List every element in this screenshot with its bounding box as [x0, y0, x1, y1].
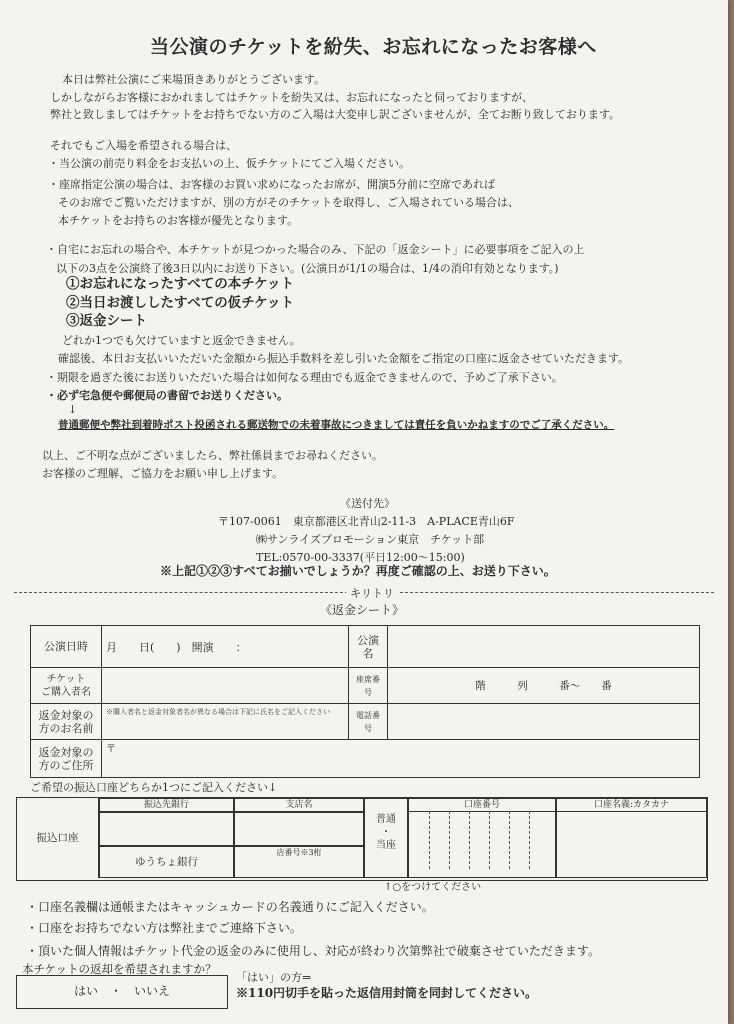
- seat-label: 座席番号: [349, 668, 388, 704]
- intro-line-1: 本日は弊社公演にご来場頂きありがとうございます。: [62, 73, 326, 86]
- return-options[interactable]: はい ・ いいえ: [16, 975, 228, 1009]
- conditions-line-2: ・当公演の前売り料金をお支払いの上、仮チケットにてご入場ください。: [48, 157, 411, 170]
- digit-divider: [489, 811, 490, 869]
- footer-note-2: ・口座をお持ちでない方は弊社までご連絡下さい。: [26, 921, 302, 935]
- return-question: 本チケットの返却を希望されますか？: [22, 962, 217, 976]
- intro-line-2: しかしながらお客様におかれましてはチケットを紛失又は、お忘れになったと伺っておりますが、: [50, 91, 534, 104]
- account-number-header: 口座番号: [409, 799, 555, 812]
- cut-label: キリトリ: [346, 586, 398, 601]
- postal-mark: 〒: [106, 744, 116, 755]
- note-3: ・期限を過ぎた後にお送りいただいた場合は如何なる理由でも返金できませんので、予めご了承下さい。: [46, 371, 563, 384]
- refund-intro-2: 以下の3点を公演終了後3日以内にお送り下さい。(公演日が1/1の場合は、1/4の消印有効となります。): [56, 262, 559, 275]
- address-line-1: 〒107-0061 東京都港区北青山2-11-3 A-PLACE青山6F: [218, 515, 515, 528]
- show-field[interactable]: [388, 626, 700, 668]
- item-1: ①お忘れになったすべての本チケット: [66, 276, 295, 292]
- circle-note: ↑○をつけてください: [384, 882, 482, 893]
- refund-name-note: ※購入者名と返金対象者名が異なる場合は下記に氏名をご記入ください: [106, 708, 330, 716]
- closing-2: お客様のご理解、ご協力をお願い申し上げます。: [42, 467, 284, 480]
- show-label: 公演名: [349, 626, 388, 668]
- conditions-line-4: そのお席でご覧いただけますが、別の方がそのチケットを取得し、ご入場されている場合は、: [58, 196, 520, 209]
- account-number-field[interactable]: [408, 798, 556, 878]
- branch-header: 支店名: [234, 798, 364, 812]
- digit-divider: [529, 811, 530, 869]
- account-holder-header: 口座名義:カタカナ: [557, 799, 706, 812]
- account-label: 振込口座: [17, 798, 99, 878]
- digit-divider: [469, 811, 470, 869]
- buyer-field[interactable]: [102, 668, 349, 704]
- arrow-down: ↓: [68, 403, 78, 416]
- date-field[interactable]: 月 日( ) 開演 ：: [102, 626, 349, 668]
- phone-field[interactable]: [388, 704, 700, 740]
- yes-note: 「はい」の方⇒: [236, 971, 312, 984]
- sheet-title: 《返金シート》: [320, 603, 405, 617]
- note-5: 普通郵便や弊社到着時ポスト投函される郵送物での未着事故につきましては責任を負いかねますのでご了承ください。: [58, 419, 615, 431]
- confirm-note: ※上記①②③すべてお揃いでしょうか？再度ご確認の上、お送り下さい。: [160, 564, 556, 578]
- refund-name-label: 返金対象の 方のお名前: [31, 704, 102, 740]
- refund-form: [30, 625, 700, 778]
- conditions-line-3: ・座席指定公演の場合は、お客様のお買い求めになったお席が、開演5分前に空席であれば: [48, 178, 495, 191]
- refund-name-field[interactable]: [102, 704, 349, 740]
- bank-header: 振込先銀行: [99, 798, 234, 812]
- note-4: ・必ず宅急便や郵便局の書留でお送りください。: [46, 389, 288, 402]
- store-number[interactable]: 店番号※3桁: [234, 846, 364, 878]
- page-title: 当公演のチケットを紛失、お忘れになったお客様へ: [150, 36, 597, 58]
- address-line-3: TEL:0570-00-3337(平日12:00～15:00): [256, 551, 465, 564]
- address-header: 《送付先》: [340, 497, 395, 510]
- conditions-line-1: それでもご入場を希望される場合は、: [50, 139, 237, 152]
- branch-field[interactable]: [234, 812, 364, 846]
- yucho-bank: ゆうちょ銀行: [99, 846, 234, 878]
- account-holder-field[interactable]: [556, 798, 707, 878]
- note-2: 確認後、本日お支払いいただいた金額から振込手数料を差し引いた金額をご指定の口座に返金させていただきます。: [58, 352, 630, 365]
- bank-instruction: ご希望の振込口座どちらか1つにご記入ください↓: [30, 781, 278, 794]
- bank-box: [16, 797, 708, 881]
- bank-name-field[interactable]: [99, 812, 234, 846]
- closing-1: 以上、ご不明な点がございましたら、弊社係員までお尋ねください。: [42, 449, 383, 462]
- footer-note-1: ・口座名義欄は通帳またはキャッシュカードの名義通りにご記入ください。: [26, 900, 434, 914]
- intro-line-3: 弊社と致しましてはチケットをお持ちでない方のご入場は大変申し訳ございませんが、全てお断り致しております。: [50, 108, 621, 121]
- address-line-2: ㈱サンライズプロモーション東京 チケット部: [256, 533, 485, 546]
- seat-field[interactable]: 階 列 番～ 番: [388, 668, 700, 704]
- envelope-note: ※110円切手を貼った返信用封筒を同封してください。: [236, 986, 538, 1000]
- date-label: 公演日時: [31, 626, 102, 668]
- item-2: ②当日お渡ししたすべての仮チケット: [66, 295, 295, 311]
- digit-divider: [449, 811, 450, 869]
- refund-address-label: 返金対象の 方のご住所: [31, 740, 102, 778]
- note-1: どれか1つでも欠けていますと返金できません。: [62, 334, 301, 347]
- account-type[interactable]: 普通 ・ 当座: [364, 798, 408, 878]
- phone-label: 電話番号: [349, 704, 388, 740]
- item-3: ③返金シート: [66, 313, 147, 329]
- refund-address-field[interactable]: [102, 740, 700, 778]
- footer-note-3: ・頂いた個人情報はチケット代金の返金のみに使用し、対応が終わり次第弊社で破棄させていただきます。: [26, 944, 600, 958]
- buyer-label: チケット ご購入者名: [31, 668, 102, 704]
- conditions-line-5: 本チケットをお持ちのお客様が優先となります。: [58, 214, 299, 227]
- digit-divider: [509, 811, 510, 869]
- digit-divider: [429, 811, 430, 869]
- refund-intro-1: ・自宅にお忘れの場合や、本チケットが見つかった場合のみ、下記の「返金シート」に必要事項をご記入の上: [46, 243, 585, 256]
